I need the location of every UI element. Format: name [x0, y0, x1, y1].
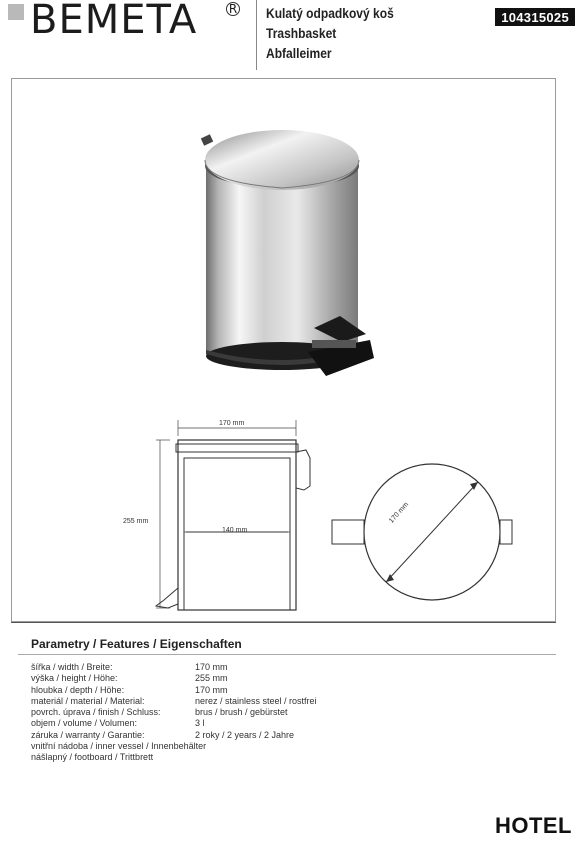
param-label: objem / volume / Volumen: — [31, 718, 138, 729]
param-label: vnitřní nádoba / inner vessel / Innenbehälter — [31, 741, 207, 752]
diameter-dimension-label: 170 mm — [388, 501, 411, 525]
param-value: 170 mm — [195, 684, 228, 695]
param-value: 2 roky / 2 years / 2 Jahre — [195, 729, 295, 740]
header-separator — [256, 0, 257, 70]
product-photo — [190, 114, 390, 394]
inner-dimension-label: 140 mm — [222, 527, 248, 534]
param-label: hloubka / depth / Höhe: — [31, 684, 125, 695]
registered-mark: R — [226, 2, 240, 16]
param-value: 170 mm — [195, 662, 228, 672]
title-en: Trashbasket — [266, 25, 337, 41]
height-dimension-label: 255 mm — [123, 518, 149, 525]
title-de: Abfalleimer — [266, 45, 332, 61]
width-dimension-label: 170 mm — [219, 420, 245, 427]
parameters-underline — [18, 654, 556, 655]
param-label: nášlapný / footboard / Trittbrett — [31, 752, 154, 763]
param-value: brus / brush / gebürstet — [195, 707, 288, 718]
brand-logo: BEMETA — [30, 0, 198, 43]
param-label: šířka / width / Breite: — [31, 662, 113, 672]
technical-drawing — [120, 410, 540, 620]
header — [0, 0, 580, 78]
param-label: povrch. úprava / finish / Schluss: — [31, 707, 161, 718]
product-code: 104315025 — [495, 8, 575, 26]
section-divider — [11, 622, 556, 623]
logo-square — [8, 4, 24, 20]
param-value: nerez / stainless steel / rostfrei — [195, 695, 317, 706]
param-value: 3 l — [195, 718, 205, 729]
product-titles — [266, 3, 415, 63]
param-value: 255 mm — [195, 673, 228, 684]
param-label: materiál / material / Material: — [31, 695, 145, 706]
parameters-title: Parametry / Features / Eigenschaften — [31, 637, 242, 651]
param-label: záruka / warranty / Garantie: — [31, 729, 145, 740]
param-label: výška / height / Höhe: — [31, 673, 118, 684]
title-cz: Kulatý odpadkový koš — [266, 5, 394, 21]
category-label: HOTEL — [494, 813, 572, 838]
